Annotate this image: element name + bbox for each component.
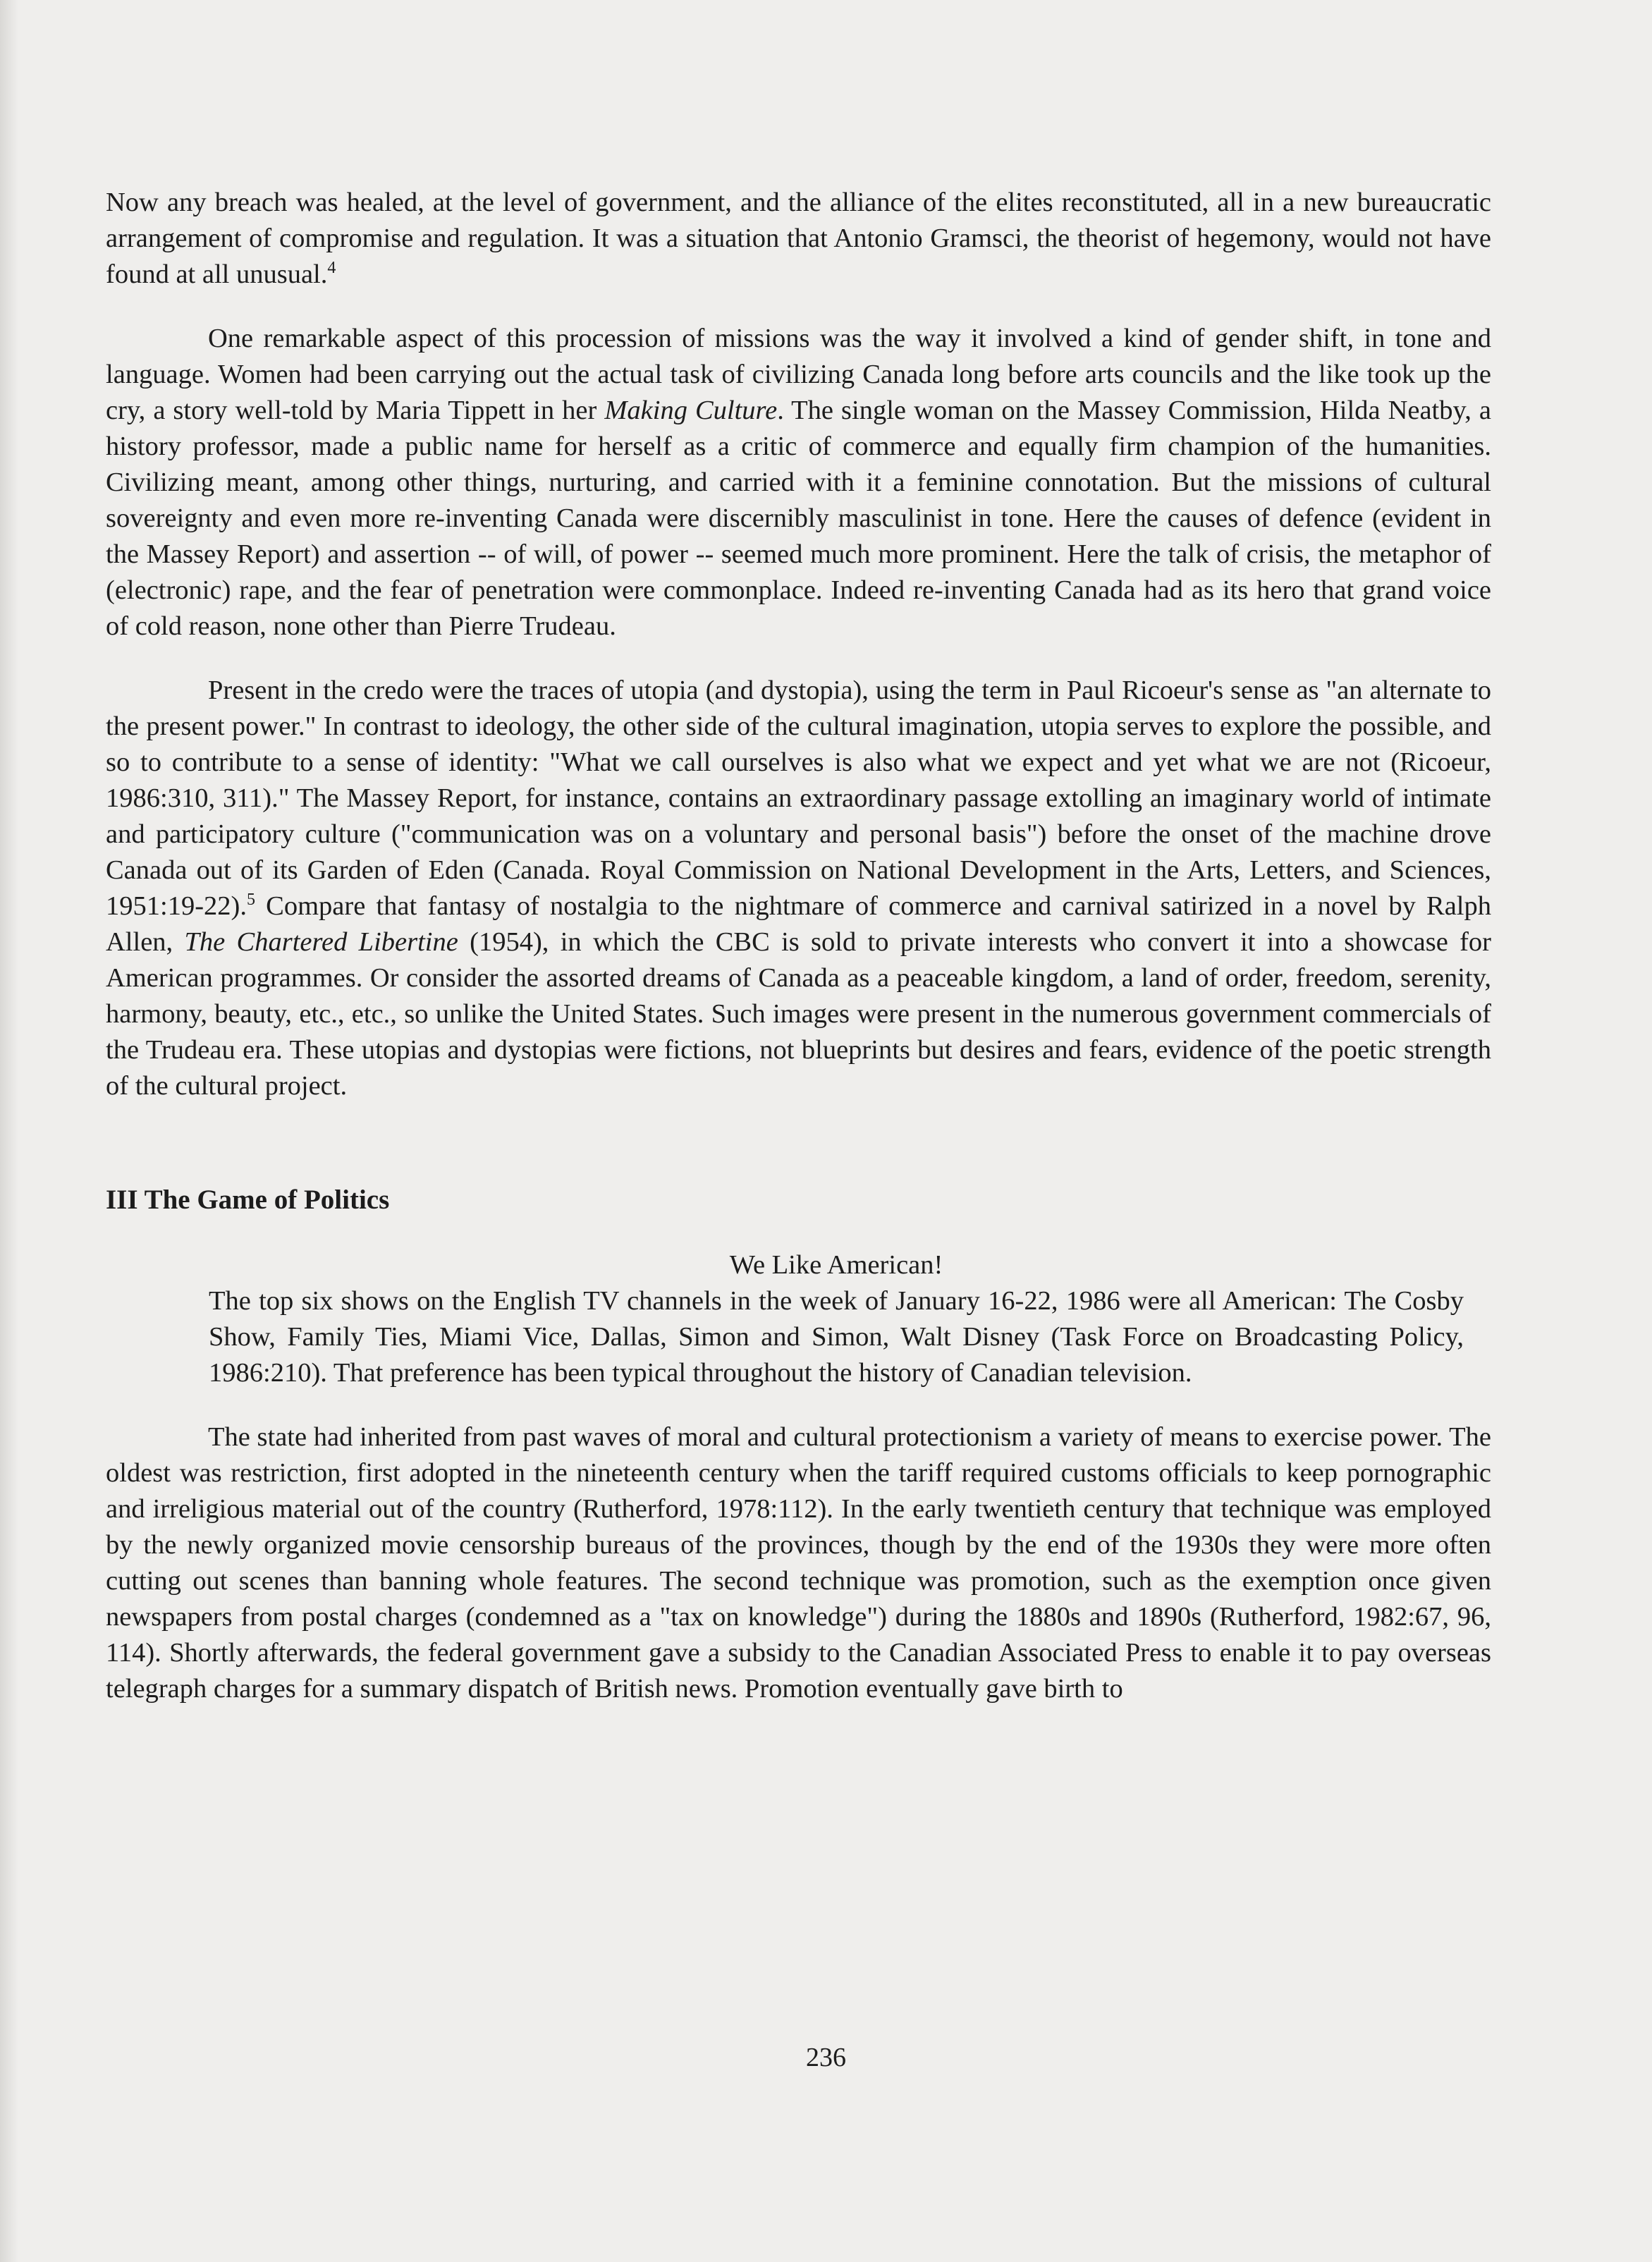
paragraph-breach-healed: Now any breach was healed, at the level of government, and the alliance of the elites reconstituted, all in a new bureaucratic arrangement of compromise and regulation. It was a situation that Antonio Gramsci, the theorist of hegemony, would not have found at all unusual.$^4$ [106, 188, 1491, 289]
paragraph-gender-shift: One remarkable aspect of this procession of missions was the way it involved a kind of gender shift, in tone and language. Women had been carrying out the actual task of civilizing Canada long before arts councils and the like took up the cry, a story well-told by Maria Tippett in her Making Culture. The single woman on the Massey Commission, Hilda Neatby, a history professor, made a public name for herself as a critic of commerce and equally firm champion of the humanities. Civilizing meant, among other things, nurturing, and carried with it a feminine connotation. But the missions of cultural sovereignty and even more re-inventing Canada were discernibly masculinist in tone. Here the causes of defence (evident in the Massey Report) and assertion -- of will, of power -- seemed much more prominent. Here the talk of crisis, the metaphor of (electronic) rape, and the fear of penetration were commonplace. Indeed re-inventing Canada had as its hero that grand voice of cold reason, none other than Pierre Trudeau. [106, 324, 1491, 641]
footnote-ref-4: 4 [327, 259, 336, 278]
page-number: 236 [806, 2043, 846, 2072]
sidebar-box [209, 1247, 1464, 1391]
paragraph-utopia: Present in the credo were the traces of utopia (and dystopia), using the term in Paul Ricoeur's sense as "an alternate to the present power." In contrast to ideology, the other side of the cultural imagination, utopia serves to explore the possible, and so to contribute to a sense of identity: "What we call ourselves is also what we expect and yet what we are not (Ricoeur, 1986:310, 311)." The Massey Report, for instance, contains an extraordinary passage extolling an imaginary world of intimate and participatory culture ("communication was on a voluntary and personal basis") before the onset of the machine drove Canada out of its Garden of Eden (Canada. Royal Commission on National Development in the Arts, Letters, and Sciences, 1951:19-22).$^5$ Compare that fantasy of nostalgia to the nightmare of commerce and carnival satirized in a novel by Ralph Allen, The Chartered Libertine (1954), in which the CBC is sold to private interests who convert it into a showcase for American programmes. Or consider the assorted dreams of Canada as a peaceable kingdom, a land of order, freedom, serenity, harmony, beauty, etc., etc., so unlike the United States. Such images were present in the numerous government commercials of the Trudeau era. These utopias and dystopias were fictions, not blueprints but desires and fears, evidence of the poetic strength of the cultural project. [106, 675, 1491, 1101]
section-heading: III The Game of Politics [106, 1185, 390, 1215]
box-body: The top six shows on the English TV channels in the week of January 16-22, 1986 were all American: The Cosby Show, Family Ties, Miami Vice, Dallas, Simon and Simon, Walt Disney (Task Force on Broadcasting Policy, 1986:210). That preference has been typical throughout the history of Canadian television. [209, 1286, 1464, 1388]
page-edge-shadow [0, 0, 18, 2262]
page-body [106, 185, 1491, 1707]
box-title: We Like American! [729, 1250, 943, 1280]
book-title-chartered-libertine: The Chartered Libertine [184, 927, 458, 957]
footnote-ref-5: 5 [246, 891, 255, 910]
book-title-making-culture: Making Culture [604, 396, 778, 425]
paragraph-state-inherited: The state had inherited from past waves of moral and cultural protectionism a variety of means to exercise power. The oldest was restriction, first adopted in the nineteenth century when the tariff required customs officials to keep pornographic and irreligious material out of the country (Rutherford, 1978:112). In the early twentieth century that technique was employed by the newly organized movie censorship bureaus of the provinces, though by the end of the 1930s they were more often cutting out scenes than banning whole features. The second technique was promotion, such as the exemption once given newspapers from postal charges (condemned as a "tax on knowledge") during the 1880s and 1890s (Rutherford, 1982:67, 96, 114). Shortly afterwards, the federal government gave a subsidy to the Canadian Associated Press to enable it to pay overseas telegraph charges for a summary dispatch of British news. Promotion eventually gave birth to [106, 1422, 1491, 1704]
